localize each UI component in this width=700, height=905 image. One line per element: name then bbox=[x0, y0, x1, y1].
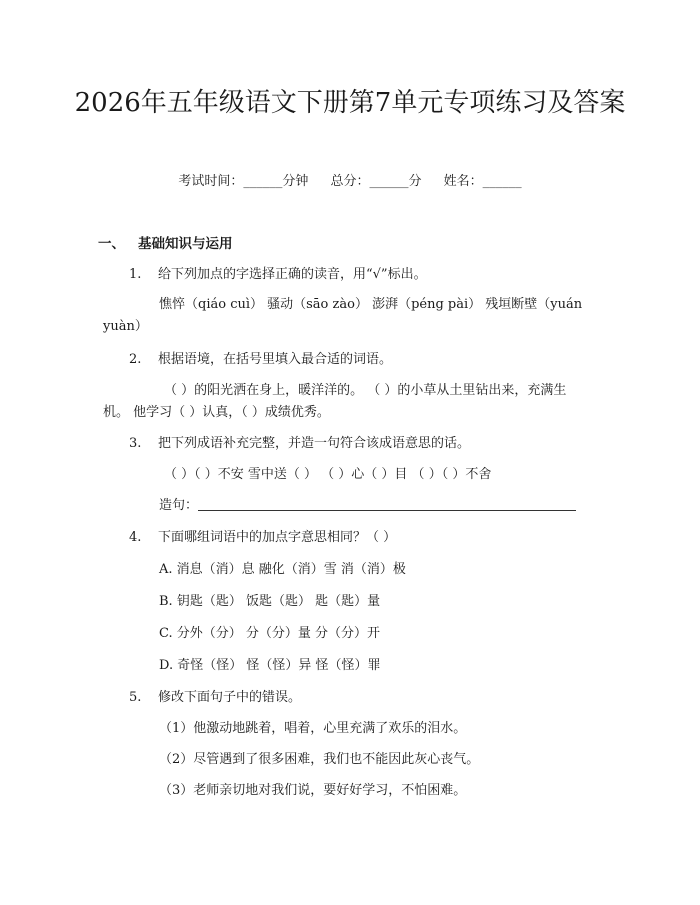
question-text: 把下列成语补充完整，并造一句符合该成语意思的话。 bbox=[158, 436, 471, 451]
question-5 bbox=[129, 686, 301, 705]
option-a: A. 消息（消）息 融化（消）雪 消（消）极 bbox=[159, 562, 406, 577]
exam-name: 姓名：______ bbox=[443, 174, 522, 189]
page-title: 2026年五年级语文下册第7单元专项练习及答案 bbox=[74, 88, 626, 118]
q5-item-1: （1）他激动地跳着，唱着，心里充满了欢乐的泪水。 bbox=[159, 721, 467, 736]
question-number: 5. bbox=[129, 690, 142, 705]
exam-score: 总分：______分 bbox=[330, 174, 422, 189]
q3-idioms: （ ）（ ）不安 雪中送（ ） （ ）心（ ）目 （ ）（ ）不舍 bbox=[164, 467, 492, 482]
q1-line-2: yuàn） bbox=[103, 319, 148, 334]
sentence-answer-line[interactable] bbox=[198, 496, 576, 511]
question-number: 1. bbox=[129, 267, 142, 282]
question-2 bbox=[129, 348, 392, 367]
q3-sentence bbox=[159, 494, 576, 513]
sentence-label: 造句： bbox=[159, 498, 199, 513]
question-text: 修改下面句子中的错误。 bbox=[158, 690, 302, 705]
question-text: 根据语境，在括号里填入最合适的词语。 bbox=[158, 352, 393, 367]
q5-item-2: （2）尽管遇到了很多困难，我们也不能因此灰心丧气。 bbox=[159, 752, 480, 767]
question-text: 给下列加点的字选择正确的读音，用“√”标出。 bbox=[158, 267, 427, 282]
q5-item-3: （3）老师亲切地对我们说，要好好学习，不怕困难。 bbox=[159, 783, 467, 798]
section-number: 一、 bbox=[98, 236, 125, 252]
section-heading bbox=[98, 232, 233, 252]
question-3 bbox=[129, 432, 470, 451]
exam-meta bbox=[0, 170, 700, 189]
question-number: 3. bbox=[129, 436, 142, 451]
section-label: 基础知识与运用 bbox=[138, 236, 233, 252]
question-number: 2. bbox=[129, 352, 142, 367]
question-text: 下面哪组词语中的加点字意思相同？（ ） bbox=[158, 530, 397, 545]
exam-time: 考试时间：______分钟 bbox=[178, 174, 309, 189]
question-number: 4. bbox=[129, 530, 142, 545]
option-b: B. 钥匙（匙） 饭匙（匙） 匙（匙）量 bbox=[159, 594, 381, 609]
question-4 bbox=[129, 526, 396, 545]
q2-line-2: 机。 他学习（ ）认真，（ ）成绩优秀。 bbox=[103, 405, 330, 420]
option-d: D. 奇怪（怪） 怪（怪）异 怪（怪）罪 bbox=[159, 658, 381, 673]
q1-line-1: 憔悴（qiáo cuì） 骚动（sāo zào） 澎湃（péng pài） 残垣断壁（yuán bbox=[159, 297, 583, 312]
question-1 bbox=[129, 263, 427, 282]
q2-line-1: （ ）的阳光洒在身上，暖洋洋的。 （ ）的小草从土里钻出来，充满生 bbox=[164, 383, 567, 398]
option-c: C. 分外（分） 分（分）量 分（分）开 bbox=[159, 626, 381, 641]
